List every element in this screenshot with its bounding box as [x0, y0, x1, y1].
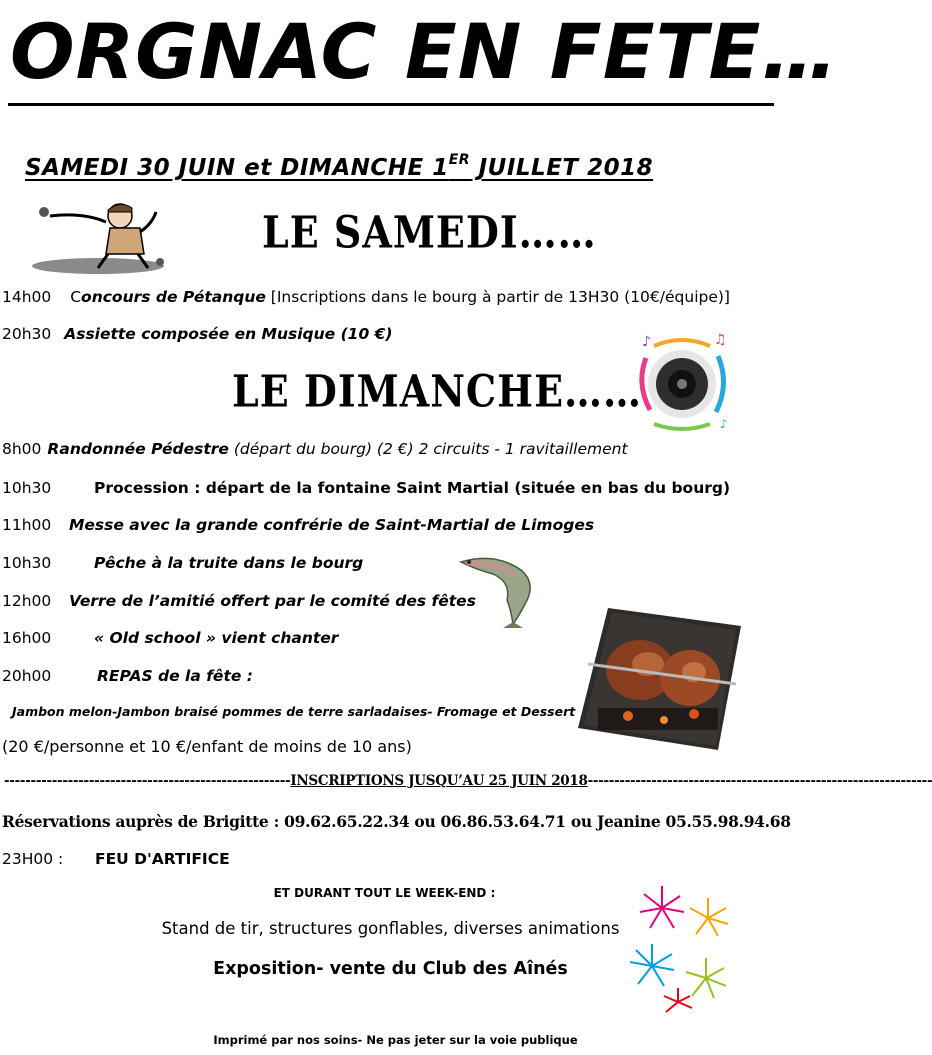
exhibition: Exposition- vente du Club des Aînés — [213, 959, 568, 979]
page-title: ORGNAC EN FETE… — [10, 7, 839, 96]
roast-spit-photo — [578, 608, 741, 750]
list-item: 12h00 — [2, 592, 52, 610]
list-item: 20h30 Assiette composée en Musique (10 €) — [2, 325, 393, 343]
footer-note: Imprimé par nos soins- Ne pas jeter sur la voie publique — [213, 1033, 578, 1047]
registration-deadline: ------------------------------------------------------INSCRIPTIONS JUSQU’AU 25 JUIN 2018----------------------------------------------------------------- — [4, 773, 932, 789]
list-item: 14h00 Concours de Pétanque [Inscriptions dans le bourg à partir de 13H30 (10€/équipe)] — [2, 288, 730, 306]
list-item-title: « Old school » vient chanter — [94, 629, 339, 647]
title-underline — [8, 103, 774, 106]
list-item: 10h30 — [2, 554, 52, 572]
svg-text:♫: ♫ — [714, 332, 727, 348]
list-item-title: Verre de l’amitié offert par le comité des fêtes — [69, 592, 476, 610]
petanque-player-illustration — [28, 198, 168, 276]
sunday-heading: LE DIMANCHE…… — [232, 365, 643, 417]
saturday-heading: LE SAMEDI…… — [262, 206, 597, 258]
list-item: 11h00 — [2, 516, 52, 534]
list-item-title: Pêche à la truite dans le bourg — [94, 554, 364, 572]
list-item-title: REPAS de la fête : — [97, 667, 253, 685]
weekend-heading: ET DURANT TOUT LE WEEK-END : — [273, 886, 496, 900]
weekend-activities: Stand de tir, structures gonflables, diverses animations — [161, 919, 620, 938]
list-item: 10h30 — [2, 479, 52, 497]
fireworks-illustration — [622, 878, 736, 1018]
meal-menu: Jambon melon-Jambon braisé pommes de terre sarladaises- Fromage et Dessert — [12, 704, 576, 719]
meal-prices: (20 €/personne et 10 €/enfant de moins de 10 ans) — [2, 737, 412, 756]
list-item-title: Messe avec la grande confrérie de Saint-Martial de Limoges — [69, 516, 595, 534]
svg-text:♪: ♪ — [642, 334, 651, 350]
list-item: 8h00 Randonnée Pédestre (départ du bourg) (2 €) 2 circuits - 1 ravitaillement — [2, 440, 628, 458]
list-item: 20h00 — [2, 667, 52, 685]
trout-illustration — [455, 548, 545, 628]
music-speaker-illustration — [628, 328, 736, 436]
list-item: 16h00 — [2, 629, 52, 647]
fireworks-time: 23H00 : — [2, 850, 64, 868]
reservations-contacts: Réservations auprès de Brigitte : 09.62.65.22.34 ou 06.86.53.64.71 ou Jeanine 05.55.98.94.68 — [2, 812, 791, 831]
event-dates: SAMEDI 30 JUIN et DIMANCHE 1ER JUILLET 2018 — [25, 152, 654, 181]
list-item-title: Procession : départ de la fontaine Saint Martial (située en bas du bourg) — [94, 479, 731, 497]
fireworks-title: FEU D'ARTIFICE — [95, 850, 230, 868]
svg-text:♪: ♪ — [720, 417, 728, 431]
